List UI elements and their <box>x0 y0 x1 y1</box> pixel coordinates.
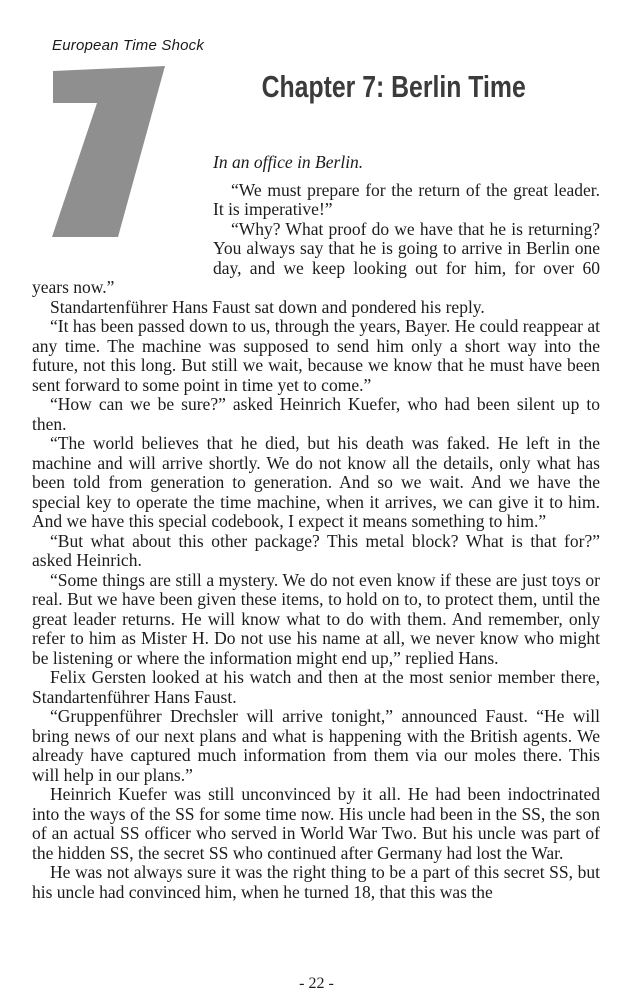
paragraph: “But what about this other package? This metal block? What is that for?” asked Heinrich. <box>32 530 600 570</box>
scene-setting: In an office in Berlin. <box>213 152 364 172</box>
paragraph: “Gruppenführer Drechsler will arrive tonight,” announced Faust. “He will bring news of our next plans and what is happening with the British agents. We already have captured much information from them via our moles there. This will help in our plans.” <box>32 706 600 785</box>
running-head: European Time Shock <box>52 37 205 54</box>
paragraph: “We must prepare for the return of the great leader. It is imperative!” <box>213 179 600 219</box>
paragraph: Felix Gersten looked at his watch and then at the most senior member there, Standartenführer Hans Faust. <box>32 667 600 707</box>
paragraph: Standartenführer Hans Faust sat down and pondered his reply. <box>50 296 485 317</box>
page-number: - 22 - <box>299 975 334 992</box>
paragraph: “It has been passed down to us, through the years, Bayer. He could reappear at any time. The machine was supposed to send him only a short way into the future, not this long. But still we wait, because we know that he must have been sent forward to some point in time yet to come.” <box>32 316 600 395</box>
page-content <box>32 0 600 902</box>
chapter-numeral <box>32 55 213 270</box>
paragraph: “Some things are still a mystery. We do not even know if these are just toys or real. But we have been given these items, to hold on to, to protect them, until the great leader returns. He will know what to do with them. And remember, only refer to him as Mister H. Do not use his name at all, we never know who might be listening or where the information might end up,” replied Hans. <box>32 569 600 668</box>
chapter-title-text: Chapter 7: Berlin Time <box>261 69 526 104</box>
paragraph: “The world believes that he died, but his death was faked. He left in the machine and will arrive shortly. We do not know all the details, only what has been told from generation to generation. And so we wait. And we have the special key to operate the time machine, when it arrives, we can give it to him. And we have this special codebook, I expect it means something to him.” <box>32 433 600 531</box>
numeral-7-glyph <box>52 66 165 237</box>
paragraph: “How can we be sure?” asked Heinrich Kuefer, who had been silent up to then. <box>32 394 600 434</box>
paragraph: He was not always sure it was the right thing to be a part of this secret SS, but his uncle had convinced him, when he turned 18, that this was the <box>32 862 600 902</box>
paragraph: “Why? What proof do we have that he is returning? You always say that he is going to arrive in Berlin one day, and we keep looking out for him, for over 60 years now.” <box>32 218 600 297</box>
paragraph: Heinrich Kuefer was still unconvinced by it all. He had been indoctrinated into the ways of the SS for some time now. His uncle had been in the SS, the son of an actual SS officer who served in World War Two. But his uncle was part of the hidden SS, the secret SS who continued after Germany had lost the War. <box>32 784 600 863</box>
